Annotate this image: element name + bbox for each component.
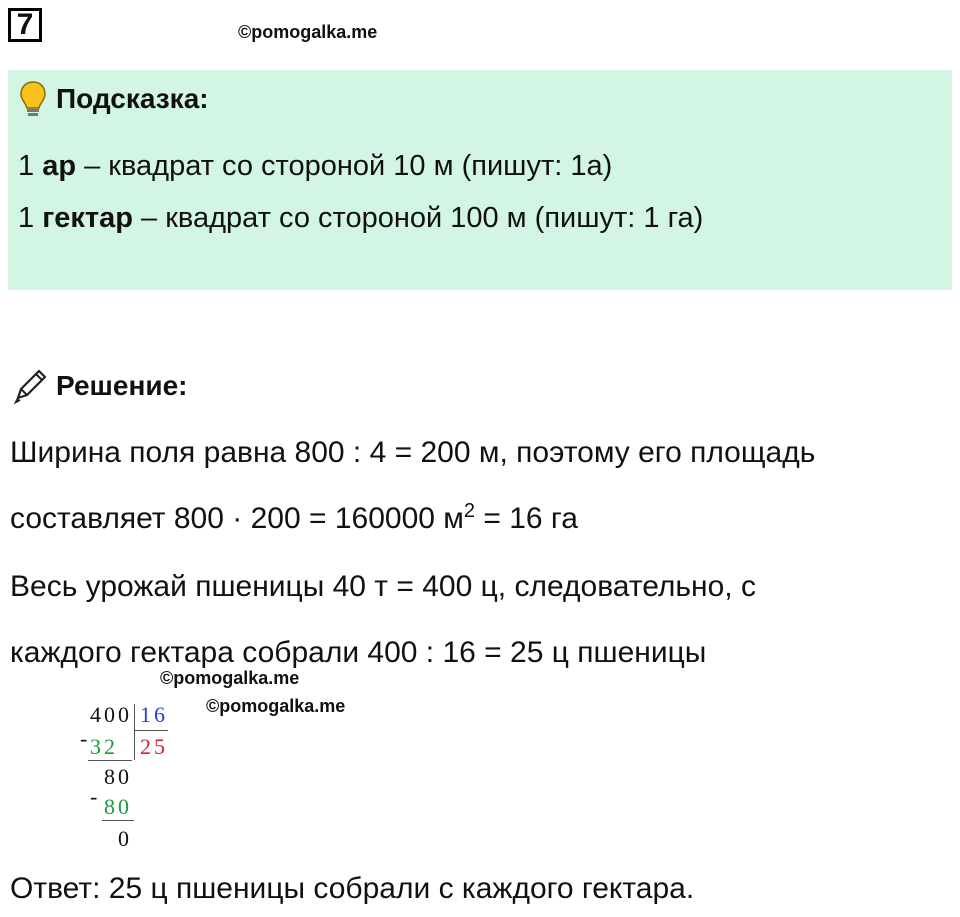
minus-sign: - [90,784,101,809]
watermark: ©pomogalka.me [238,22,378,42]
remainder-1: 80 [104,764,132,789]
task-number: 7 [8,8,42,42]
hint-line-ar: 1 ар – квадрат со стороной 10 м (пишут: 1а) [18,150,613,182]
subtraction-line [88,760,132,761]
quotient-bar [134,730,168,731]
solution-title [10,366,187,406]
subtraction-line [102,820,134,821]
long-division [80,700,220,860]
subtrahend-1: 32 [90,734,118,759]
lightbulb-icon [18,80,48,118]
answer-line: Ответ: 25 ц пшеницы собрали с каждого гектара. [10,872,695,905]
remainder-2: 0 [118,826,132,851]
solution-line-3: Весь урожай пшеницы 40 т = 400 ц, следовательно, с [10,570,756,603]
minus-sign: - [80,726,91,751]
dividend: 400 [90,702,132,727]
watermark: ©pomogalka.me [206,696,346,716]
solution-line-1: Ширина поля равна 800 : 4 = 200 м, поэтому его площадь [10,436,816,469]
solution-title-text: Решение: [56,370,188,401]
solution-line-4: каждого гектара собрали 400 : 16 = 25 ц пшеницы [10,636,707,669]
subtrahend-2: 80 [104,794,132,819]
divisor: 16 [140,702,168,727]
hint-title [18,80,209,118]
pencil-icon [10,366,50,406]
hint-title-text: Подсказка: [56,83,209,114]
watermark: ©pomogalka.me [160,668,300,688]
hint-line-hectare: 1 гектар – квадрат со стороной 100 м (пишут: 1 га) [18,202,704,234]
divisor-bar [134,704,135,760]
solution-line-2: составляет 800 · 200 = 160000 $м^2 = 16$ га [10,500,578,535]
quotient: 25 [140,734,168,759]
